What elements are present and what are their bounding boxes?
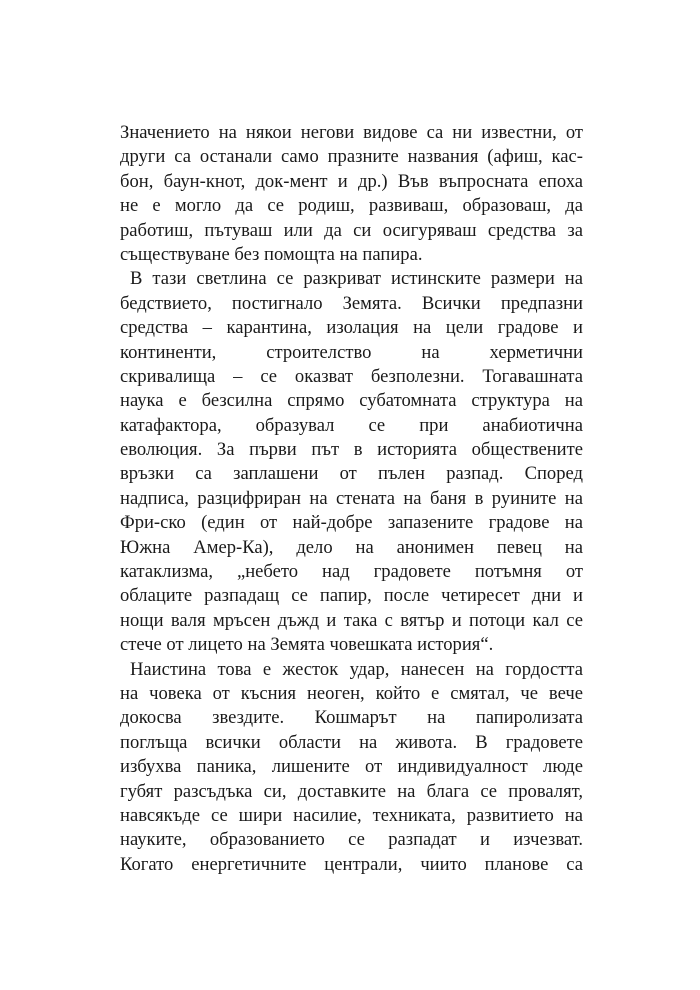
text-line: поглъща всички области на живота. В градовете [120, 731, 583, 753]
text-line: надписа, разцифриран на стената на баня в руините на [120, 487, 583, 509]
text-line: Южна Амер-Ка), дело на анонимен певец на [120, 536, 583, 558]
text-line: избухва паника, лишените от индивидуалност люде [120, 756, 583, 778]
text-line: Когато енергетичните централи, чиито планове са [120, 853, 583, 875]
text-line: не е могло да се родиш, развиваш, образоваш, да [120, 195, 583, 217]
text-line: докосва звездите. Кошмарът на папиролизата [120, 707, 583, 729]
text-line: съществуване без помощта на папира. [120, 243, 423, 265]
text-line: Значението на някои негови видове са ни известни, от [120, 122, 583, 143]
text-line: катаклизма, „небето над градовете потъмня от [120, 561, 583, 583]
text-line: В тази светлина се разкриват истинските размери на [130, 268, 583, 290]
text-line: нощи валя мръсен дъжд и така с вятър и потоци кал се [120, 609, 583, 631]
text-line: други са останали само празните названия (афиш, кас- [120, 146, 583, 168]
text-line: Фри-ско (един от най-добре запазените градове на [120, 512, 583, 534]
text-line: еволюция. За първи път в историята обществените [120, 439, 583, 461]
text-line: облаците разпадащ се папир, после четиресет дни и [120, 585, 583, 607]
text-line: континенти, строителство на херметични [120, 341, 583, 363]
text-line: Наистина това е жесток удар, нанесен на гордостта [130, 658, 583, 680]
text-line: връзки са заплашени от пълен разпад. Според [120, 463, 583, 485]
text-line: средства – карантина, изолация на цели градове и [120, 317, 583, 339]
text-line: наука е безсилна спрямо субатомната структура на [120, 390, 583, 412]
text-line: скривалища – се оказват безполезни. Тогавашната [120, 365, 583, 387]
body-text [120, 121, 583, 877]
text-line: катафактора, образувал се при анабиотична [120, 414, 583, 436]
text-line: навсякъде се шири насилие, техниката, развитието на [120, 804, 583, 826]
text-line: науките, образованието се разпадат и изчезват. [120, 829, 583, 851]
text-line: бедствието, постигнало Земята. Всички предпазни [120, 292, 583, 314]
text-line: бон, баун-кнот, док-мент и др.) Във въпросната епоха [120, 170, 583, 192]
text-line: стече от лицето на Земята човешката история“. [120, 634, 494, 656]
text-line: губят разсъдъка си, доставките на блага се провалят, [120, 780, 583, 802]
text-line: работиш, пътуваш или да си осигуряваш средства за [120, 219, 583, 241]
text-line: на човека от късния неоген, който е смятал, че вече [120, 682, 583, 704]
